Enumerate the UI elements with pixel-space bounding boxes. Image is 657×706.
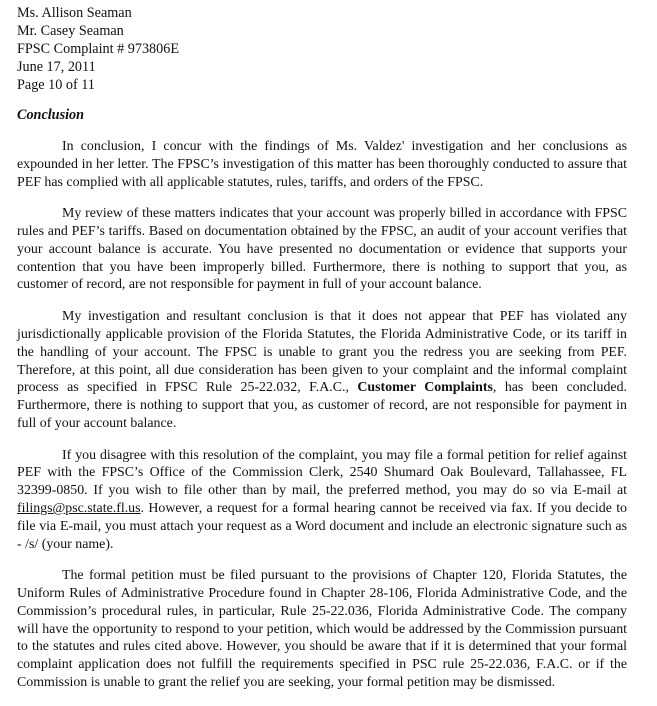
page-number: Page 10 of 11 — [17, 77, 95, 93]
filings-email-link[interactable]: filings@psc.state.fl.us — [17, 501, 141, 517]
letter-header — [17, 4, 627, 94]
paragraph-4-text-end: . However, a request for a formal hearing cannot be received via fax. If you decide to file via E-mail, you must attach your request as a Word document and include an electronic signature such as - /s/ (your name). — [17, 501, 627, 552]
paragraph-3-text-start: My investigation and resultant conclusion is that it does not appear that PEF has violated any jurisdictionally applicable provision of the Florida Statutes, the Florida Administrative Code, or its tariff in the handling of your account. The FPSC is unable to grant you the redress you are seeking from PEF. Therefore, at this point, all due consideration has been given to your complaint and the informal complaint process as specified in FPSC Rule 25-22.032, F.A.C., — [17, 309, 627, 396]
paragraph-4-text-start: If you disagree with this resolution of the complaint, you may file a formal petition for relief against PEF with the FPSC’s Office of the Commission Clerk, 2540 Shumard Oak Boulevard, Tallahassee, FL 32399-0850. If you wish to file other than by mail, the preferred method, you may do so via E-mail at — [17, 447, 627, 499]
letter-page — [17, 4, 627, 706]
customer-complaints-term: Customer Complaints — [357, 380, 493, 396]
section-heading-conclusion: Conclusion — [17, 107, 85, 123]
recipient-name-2: Mr. Casey Seaman — [17, 23, 124, 39]
paragraph-4 — [17, 447, 627, 554]
paragraph-5: The formal petition must be filed pursuant to the provisions of Chapter 120, Florida Statutes, the Uniform Rules of Administrative Procedure found in Chapter 28-106, Florida Administrative Code, and the Commission’s procedural rules, in particular, Rule 25-22.036, Florida Administrative Code. The company will have the opportunity to respond to your petition, which would be addressed by the Commission pursuant to the statutes and rules cited above. However, you should be aware that if it is determined that your formal complaint application does not fulfill the requirements specified in PSC rule 25-22.036, F.A.C. or if the Commission is unable to grant the relief you are seeking, your formal petition may be dismissed. — [17, 568, 627, 691]
paragraph-3 — [17, 308, 627, 433]
complaint-number: FPSC Complaint # 973806E — [17, 41, 179, 57]
paragraph-1: In conclusion, I concur with the findings of Ms. Valdez' investigation and her conclusions as expounded in her letter. The FPSC’s investigation of this matter has been thoroughly conducted to assure that PEF has complied with all applicable statutes, rules, tariffs, and orders of the FPSC. — [17, 139, 627, 190]
recipient-name-1: Ms. Allison Seaman — [17, 5, 132, 21]
paragraph-3-text-end: , has been concluded. Furthermore, there is nothing to support that you, as customer of record, are not responsible for payment in full of your account balance. — [17, 380, 627, 431]
paragraph-2: My review of these matters indicates that your account was properly billed in accordance with FPSC rules and PEF’s tariffs. Based on documentation obtained by the FPSC, an audit of your account verifies that your account balance is accurate. You have presented no documentation or evidence that supports your contention that you have been improperly billed. Furthermore, there is nothing to support that you, as customer of record, are not responsible for payment in full of your account balance. — [17, 206, 627, 293]
letter-date: June 17, 2011 — [17, 59, 96, 75]
